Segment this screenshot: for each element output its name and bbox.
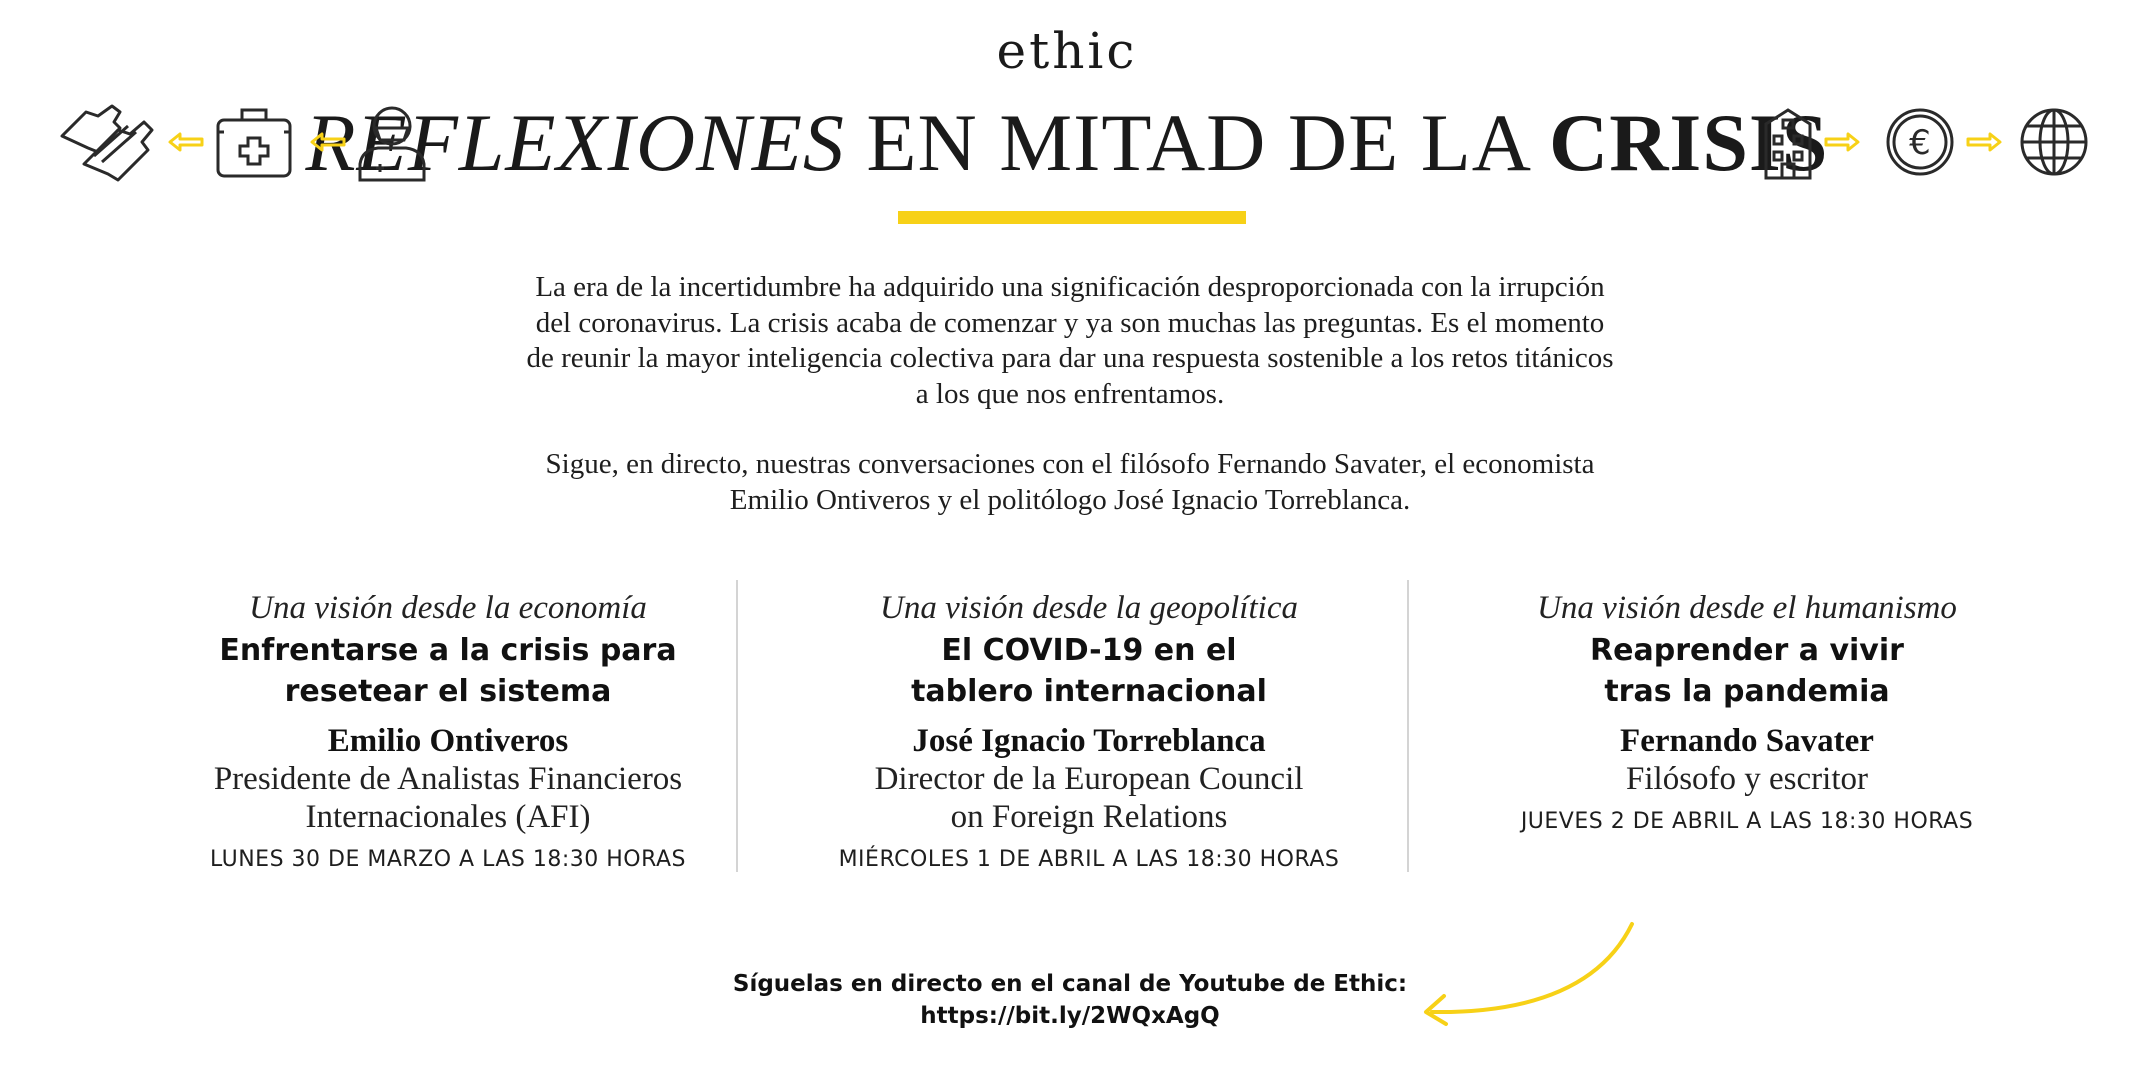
speaker-role: Presidente de Analistas Financieros Internacionales (AFI) [213,761,683,835]
gloves-icon [62,106,152,180]
session-card-economy [188,588,708,874]
globe-icon [2022,110,2086,174]
intro-paragraph-2: Sigue, en directo, nuestras conversaciones con el filósofo Fernando Savater, el economista Emilio Ontiveros y el politólogo José Ignacio Torreblanca. [545,448,1595,516]
speaker-role: Director de la European Council on Foreign Relations [874,761,1304,835]
column-divider [1407,580,1409,872]
session-title: El COVID-19 en el tablero internacional [911,633,1267,709]
doctor-mask-icon [360,108,424,180]
session-date: MIÉRCOLES 1 DE ABRIL A LAS 18:30 HORAS [838,847,1340,872]
icon-row-left [58,102,438,182]
icon-row-right [1762,102,2092,182]
arrow-left-icon [170,134,202,150]
intro-text [520,270,1620,518]
building-icon [1766,110,1810,178]
speaker-name: Fernando Savater [1620,723,1874,759]
session-title: Enfrentarse a la crisis para resetear el sistema [219,633,677,709]
title-part-crisis: CRISIS [1548,97,1829,188]
arrow-right-icon [1826,134,1858,150]
youtube-link[interactable]: https://bit.ly/2WQxAgQ [920,1003,1220,1029]
session-kicker: Una visión desde la geopolítica [880,590,1298,626]
session-date: LUNES 30 DE MARZO A LAS 18:30 HORAS [209,847,687,872]
brand-logo: ethic [996,22,1138,80]
svg-text:€: € [1909,123,1931,163]
speaker-role: Filósofo y escritor [1626,761,1868,797]
column-divider [736,580,738,872]
intro-paragraph-1: La era de la incertidumbre ha adquirido una significación desproporcionada con la irrupción del coronavirus. La crisis acaba de comenzar y ya son muchas las preguntas. Es el momento de reunir la mayor inteligencia colectiva para dar una respuesta sostenible a los retos titánicos a los que nos enfrentamos. [526,271,1614,410]
cta-text: Síguelas en directo en el canal de Youtube de Ethic: [732,971,1408,997]
youtube-cta [650,968,1490,1032]
euro-coin-icon [1888,110,1952,174]
arrow-right-icon [1968,134,2000,150]
title-underline [898,211,1246,224]
session-title: Reaprender a vivir tras la pandemia [1590,633,1904,709]
session-kicker: Una visión desde la economía [249,590,647,626]
session-kicker: Una visión desde el humanismo [1537,590,1957,626]
speaker-name: José Ignacio Torreblanca [912,723,1266,759]
speaker-name: Emilio Ontiveros [327,723,569,759]
title-part-middle: EN MITAD DE LA [844,97,1549,188]
session-card-humanism [1487,588,2007,836]
session-date: JUEVES 2 DE ABRIL A LAS 18:30 HORAS [1520,809,1974,834]
arrow-left-icon [312,134,344,150]
title-part-reflexiones: REFLEXIONES [305,97,845,188]
first-aid-kit-icon [218,110,290,176]
session-card-geopolitics [829,588,1349,874]
